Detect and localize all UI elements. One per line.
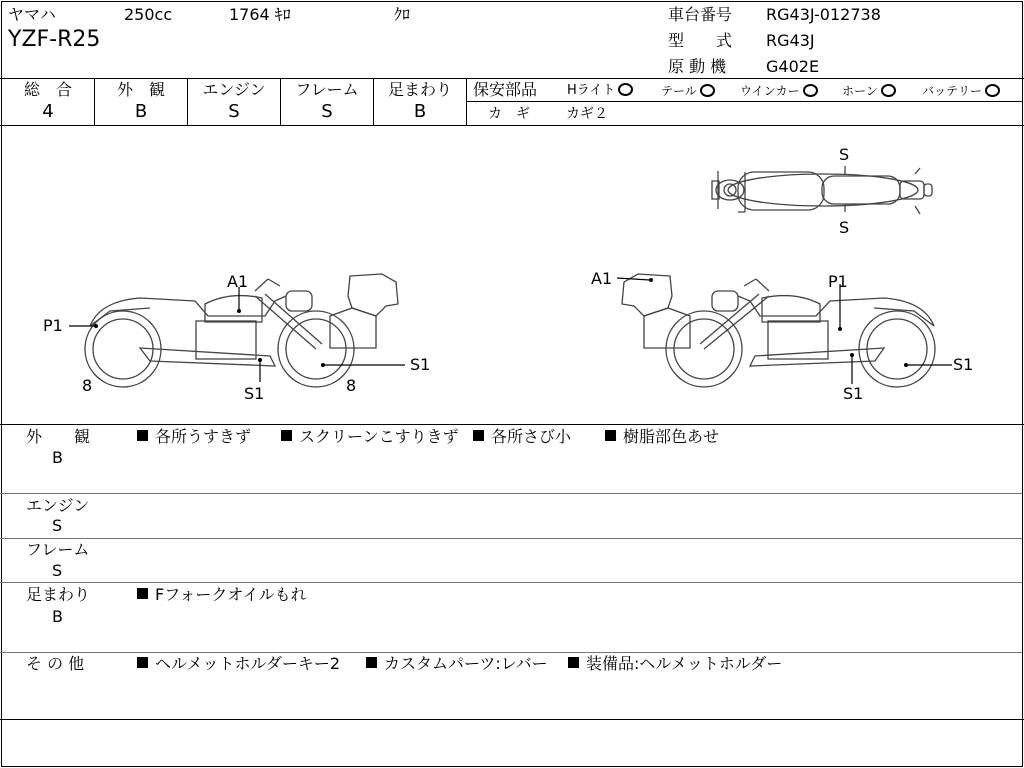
bullet-icon bbox=[137, 588, 148, 599]
rating-label: 足まわり bbox=[387, 80, 452, 99]
note-grade: B bbox=[52, 448, 63, 467]
engine-value: G402E bbox=[766, 57, 820, 76]
rating-value: S bbox=[228, 101, 240, 122]
safety-label: 保安部品 bbox=[473, 80, 538, 99]
top-view-icon bbox=[712, 166, 932, 214]
mark-right-p1: P1 bbox=[828, 272, 848, 291]
rating-value: B bbox=[134, 101, 148, 122]
safety-item bbox=[661, 82, 715, 100]
type-value: RG43J bbox=[766, 31, 815, 50]
note-grade: S bbox=[52, 561, 63, 580]
frame-no: RG43J-012738 bbox=[766, 5, 881, 24]
mileage: 1764 ｷﾛ bbox=[229, 5, 291, 24]
divider bbox=[466, 101, 1022, 102]
note-item: 装備品:ヘルメットホルダー bbox=[568, 655, 782, 673]
color: ｸﾛ bbox=[394, 5, 411, 24]
maker: ヤマハ bbox=[8, 5, 56, 24]
divider bbox=[0, 538, 1022, 539]
circle-mark-icon bbox=[881, 84, 896, 97]
safety-item bbox=[740, 82, 818, 100]
note-label: 足まわり bbox=[26, 585, 91, 604]
note-item: カスタムパーツ:レバー bbox=[366, 655, 548, 673]
note-item: スクリーンこすりきず bbox=[281, 428, 459, 446]
safety-item-label: テール bbox=[661, 84, 697, 98]
mark-right-exhaust: S1 bbox=[843, 384, 864, 403]
right-side-view-icon bbox=[622, 274, 935, 387]
note-item: Fフォークオイルもれ bbox=[137, 586, 307, 604]
rating-value: B bbox=[413, 101, 427, 122]
frame-no-label: 車台番号 bbox=[668, 5, 733, 24]
mark-left-front-wheel: 8 bbox=[346, 376, 357, 395]
safety-item-label: バッテリー bbox=[922, 84, 983, 98]
circle-mark-icon bbox=[618, 83, 633, 96]
bullet-icon bbox=[137, 657, 148, 668]
note-item: 各所うすきず bbox=[137, 428, 251, 446]
safety-item-label: ホーン bbox=[842, 84, 878, 98]
bullet-icon bbox=[568, 657, 579, 668]
divider bbox=[0, 652, 1022, 653]
rating-label: エンジン bbox=[202, 80, 266, 99]
key-value: カギ２ bbox=[566, 106, 608, 122]
note-grade: S bbox=[52, 516, 63, 535]
rating-label: 総 合 bbox=[23, 80, 72, 99]
mark-left-a1: A1 bbox=[227, 272, 249, 291]
divider bbox=[0, 424, 1024, 425]
mark-top-lower: S bbox=[839, 218, 850, 237]
bullet-icon bbox=[366, 657, 377, 668]
note-item: 樹脂部色あせ bbox=[605, 428, 719, 446]
divider bbox=[0, 493, 1022, 494]
rating-value: S bbox=[321, 101, 333, 122]
rating-value: 4 bbox=[42, 101, 54, 122]
note-grade: B bbox=[52, 607, 63, 626]
note-item: ヘルメットホルダーキー2 bbox=[137, 655, 340, 673]
mark-right-a1: A1 bbox=[591, 269, 613, 288]
bullet-icon bbox=[137, 430, 148, 441]
circle-mark-icon bbox=[700, 84, 715, 97]
safety-item-label: ウインカー bbox=[740, 84, 800, 98]
rating-label: 外 観 bbox=[116, 80, 165, 99]
leader-lines bbox=[69, 278, 952, 384]
mark-left-front-fork: S1 bbox=[410, 355, 431, 374]
bullet-icon bbox=[473, 430, 484, 441]
mark-right-front-fork: S1 bbox=[953, 355, 974, 374]
mark-left-rear-wheel: 8 bbox=[82, 376, 93, 395]
note-label: フレーム bbox=[26, 540, 90, 559]
bullet-icon bbox=[281, 430, 292, 441]
mark-left-exhaust: S1 bbox=[244, 384, 265, 403]
bullet-icon bbox=[605, 430, 616, 441]
mark-left-p1: P1 bbox=[43, 316, 63, 335]
model-name: YZF-R25 bbox=[8, 27, 101, 52]
divider bbox=[0, 78, 1024, 79]
safety-item bbox=[922, 82, 1000, 100]
divider bbox=[0, 582, 1022, 583]
key-label: カ ギ bbox=[488, 106, 530, 122]
safety-item-label: Hライト bbox=[567, 83, 616, 98]
engine-label: 原 動 機 bbox=[668, 57, 727, 76]
displacement: 250cc bbox=[124, 5, 173, 24]
note-item: 各所さび小 bbox=[473, 428, 571, 446]
circle-mark-icon bbox=[803, 84, 818, 97]
safety-item bbox=[842, 82, 896, 100]
mark-top-upper: S bbox=[839, 145, 850, 164]
note-label: そ の 他 bbox=[26, 654, 85, 673]
motorcycle-diagram bbox=[0, 126, 1024, 424]
note-label: 外 観 bbox=[26, 427, 91, 446]
rating-label: フレーム bbox=[295, 80, 359, 99]
divider bbox=[0, 719, 1024, 720]
type-label: 型 式 bbox=[668, 31, 733, 50]
circle-mark-icon bbox=[985, 84, 1000, 97]
safety-item bbox=[567, 82, 633, 100]
note-label: エンジン bbox=[26, 496, 90, 515]
